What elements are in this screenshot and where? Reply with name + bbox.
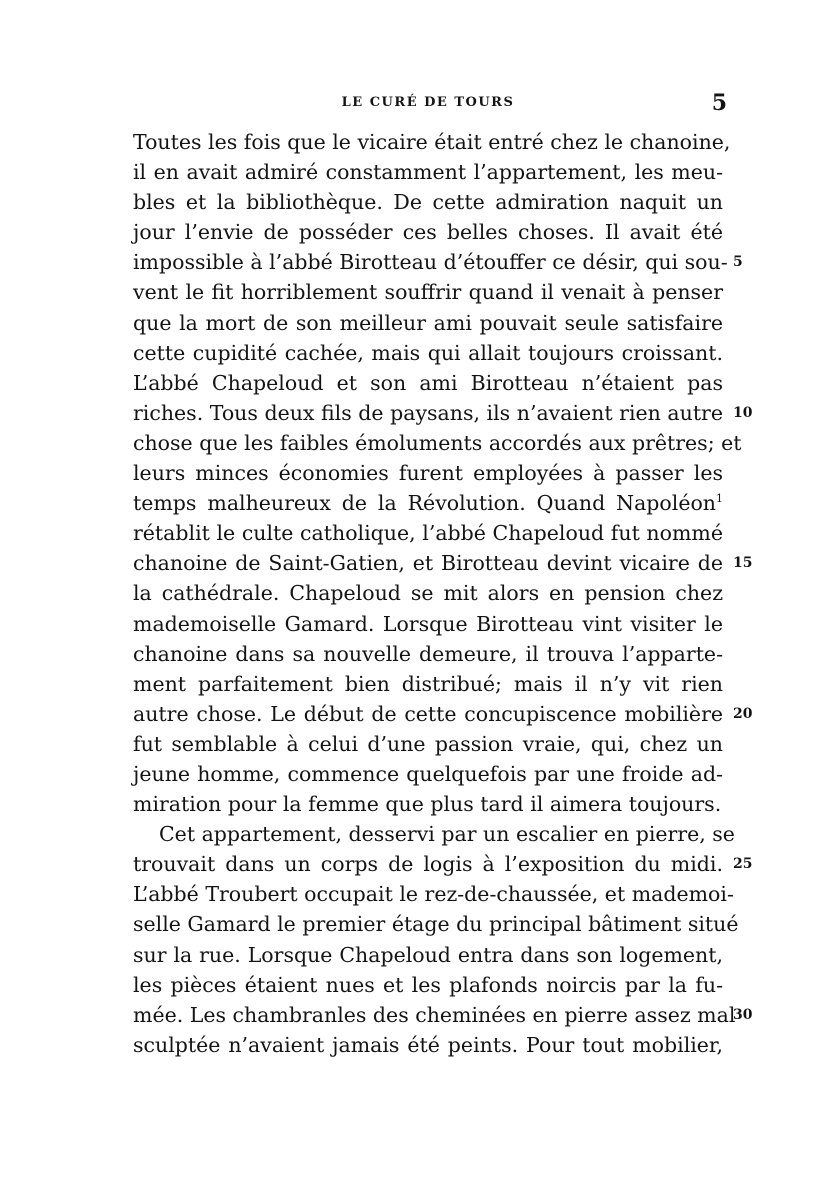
text-line — [133, 247, 743, 277]
line-number: 15 — [733, 555, 753, 572]
line-text: fut semblable à celui d’une passion vraie, qui, chez un — [133, 731, 723, 756]
page-number: 5 — [711, 90, 727, 116]
text-line — [133, 940, 723, 970]
running-head — [133, 90, 727, 116]
line-text: mée. Les chambranles des cheminées en pierre assez mal — [133, 1002, 736, 1027]
text-line — [133, 187, 723, 217]
line-text: sur la rue. Lorsque Chapeloud entra dans son logement, — [133, 942, 723, 967]
text-line — [133, 518, 723, 548]
line-number: 25 — [733, 856, 753, 873]
line-text: Toutes les fois que le vicaire était entré chez le chanoine, — [133, 130, 731, 154]
text-line — [133, 127, 731, 157]
line-text: cette cupidité cachée, mais qui allait toujours croissant. — [133, 340, 723, 365]
line-text: L’abbé Chapeloud et son ami Birotteau n’étaient pas — [133, 370, 723, 395]
line-text: bles et la bibliothèque. De cette admiration naquit un — [133, 190, 723, 215]
line-text: que la mort de son meilleur ami pouvait seule satisfaire — [133, 310, 723, 335]
line-text: sculptée n’avaient jamais été peints. Pour tout mobilier, — [133, 1032, 723, 1057]
line-number: 20 — [733, 705, 753, 722]
line-text: L’abbé Troubert occupait le rez-de-chaussée, et mademoi- — [133, 882, 734, 907]
text-line — [133, 368, 723, 398]
line-text: rétablit le culte catholique, l’abbé Chapeloud fut nommé — [133, 521, 723, 546]
line-text: leurs minces économies furent employées à passer les — [133, 461, 723, 486]
line-text: temps malheureux de la Révolution. Quand Napoléon — [133, 491, 716, 516]
line-text-with-footnote — [133, 488, 723, 518]
text-line — [133, 759, 723, 789]
text-line — [133, 548, 753, 578]
line-text: vent le fit horriblement souffrir quand il venait à penser — [133, 280, 723, 305]
line-text: chanoine dans sa nouvelle demeure, il trouva l’apparte- — [133, 641, 723, 666]
line-text: il en avait admiré constamment l’appartement, les meu- — [133, 160, 723, 185]
text-line — [133, 909, 739, 939]
text-line — [133, 428, 742, 458]
text-line — [133, 729, 723, 759]
text-line — [133, 879, 734, 909]
text-line — [133, 578, 723, 608]
text-line — [133, 1000, 753, 1030]
line-text: trouvait dans un corps de logis à l’exposition du midi. — [133, 852, 723, 877]
line-text: autre chose. Le début de cette concupiscence mobilière — [133, 701, 723, 726]
body-text — [133, 127, 753, 1060]
text-line — [133, 699, 753, 729]
line-text: ment parfaitement bien distribué; mais il n’y vit rien — [133, 671, 723, 696]
text-line-paragraph-start — [133, 819, 735, 849]
line-text: impossible à l’abbé Birotteau d’étouffer ce désir, qui sou- — [133, 250, 728, 275]
text-line — [133, 849, 753, 879]
line-text: riches. Tous deux fils de paysans, ils n’avaient rien autre — [133, 400, 723, 425]
line-text: mademoiselle Gamard. Lorsque Birotteau vint visiter le — [133, 611, 723, 636]
line-text: miration pour la femme que plus tard il aimera toujours. — [133, 792, 722, 817]
text-line — [133, 277, 723, 307]
text-line — [133, 669, 723, 699]
text-line — [133, 157, 723, 187]
line-text: les pièces étaient nues et les plafonds noircis par la fu- — [133, 972, 723, 997]
line-text: Cet appartement, desservi par un escalier en pierre, se — [159, 822, 735, 847]
footnote-marker: 1 — [716, 492, 723, 506]
line-text: jeune homme, commence quelquefois par une froide ad- — [133, 761, 723, 786]
line-number: 30 — [733, 1006, 753, 1023]
text-line — [133, 609, 723, 639]
text-line — [133, 398, 753, 428]
line-text: chanoine de Saint-Gatien, et Birotteau devint vicaire de — [133, 551, 723, 576]
text-line — [133, 488, 723, 518]
text-line — [133, 970, 723, 1000]
text-line — [133, 1030, 723, 1060]
text-line — [133, 458, 723, 488]
line-text: jour l’envie de posséder ces belles choses. Il avait été — [133, 220, 723, 245]
running-title: LE CURÉ DE TOURS — [341, 95, 515, 110]
line-text: selle Gamard le premier étage du principal bâtiment situé — [133, 912, 739, 937]
line-number: 5 — [733, 254, 743, 271]
text-line — [133, 639, 723, 669]
text-line — [133, 338, 723, 368]
line-number: 10 — [733, 404, 753, 421]
text-line — [133, 217, 723, 247]
text-line-paragraph-end — [133, 789, 723, 819]
line-text: chose que les faibles émoluments accordés aux prêtres; et — [133, 430, 742, 455]
line-text: la cathédrale. Chapeloud se mit alors en pension chez — [133, 581, 723, 606]
text-line — [133, 308, 723, 338]
